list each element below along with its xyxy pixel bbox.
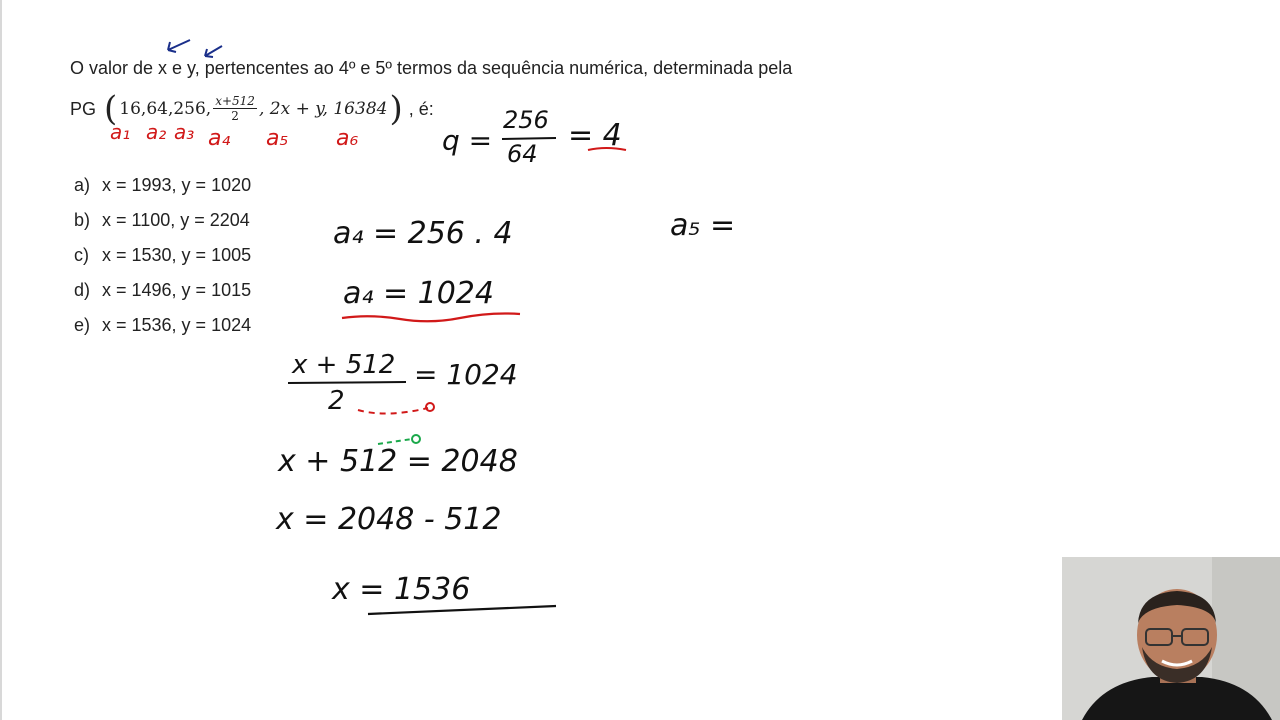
- option-letter: e): [74, 315, 91, 335]
- work-step3: x = 2048 - 512: [276, 502, 502, 537]
- work-q-red-underline: [586, 144, 630, 154]
- work-q-result: = 4: [568, 118, 622, 153]
- work-step4: x = 1536: [332, 572, 471, 607]
- option-letter: a): [74, 175, 91, 195]
- arrow-marks-icon: [160, 34, 240, 62]
- presenter-avatar: [1062, 557, 1280, 720]
- annot-a3: a₃: [174, 120, 195, 144]
- pg-label: PG: [70, 98, 97, 119]
- annot-a5: a₅: [266, 126, 289, 151]
- option-letter: d): [74, 280, 91, 300]
- webcam-overlay: [1062, 557, 1280, 720]
- work-a4-red-underline: [340, 310, 524, 324]
- red-arrow-icon: [356, 400, 440, 420]
- work-a4-result: a₄ = 1024: [343, 276, 494, 311]
- option-d: [74, 280, 251, 315]
- close-paren: ): [389, 89, 403, 129]
- work-a5: a₅ =: [670, 208, 736, 243]
- option-text: x = 1100, y = 2204: [102, 210, 250, 230]
- seq-fraction: [213, 95, 257, 123]
- work-q-lhs: q =: [442, 124, 493, 157]
- seq-first-terms: 16,64,256,: [119, 99, 212, 119]
- work-frac-rhs: = 1024: [414, 358, 518, 391]
- option-letter: b): [74, 210, 91, 230]
- work-q-den: 64: [507, 140, 538, 168]
- option-c: [74, 245, 251, 280]
- option-text: x = 1993, y = 1020: [102, 175, 252, 195]
- work-step2: x + 512 = 2048: [278, 444, 518, 479]
- question-text: O valor de x e y, pertencentes ao 4º e 5º termos da sequência numérica, determinada pela: [70, 58, 793, 78]
- option-text: x = 1536, y = 1024: [102, 315, 252, 335]
- seq-fraction-num: x+512: [215, 93, 255, 108]
- work-frac-den: 2: [328, 386, 345, 416]
- option-text: x = 1530, y = 1005: [102, 245, 252, 265]
- page-left-edge: [0, 0, 2, 720]
- option-text: x = 1496, y = 1015: [102, 280, 252, 300]
- work-final-underline: [366, 602, 560, 616]
- option-b: [74, 210, 251, 245]
- option-letter: c): [74, 245, 89, 265]
- work-a4-step: a₄ = 256 . 4: [333, 216, 513, 251]
- annot-a2: a₂: [146, 120, 167, 144]
- annot-a6: a₆: [336, 126, 359, 151]
- annot-a4: a₄: [208, 126, 231, 151]
- work-q-num: 256: [503, 106, 549, 134]
- work-frac-num: x + 512: [292, 350, 396, 380]
- answer-options: [74, 175, 251, 350]
- pg-suffix: , é:: [408, 98, 434, 119]
- seq-fraction-den: 2: [231, 109, 239, 123]
- open-paren: (: [104, 89, 118, 129]
- option-a: [74, 175, 251, 210]
- seq-last-terms: , 2x + y, 16384: [258, 99, 388, 119]
- option-e: [74, 315, 251, 350]
- work-frac-bar: [286, 380, 410, 386]
- annot-a1: a₁: [110, 120, 131, 144]
